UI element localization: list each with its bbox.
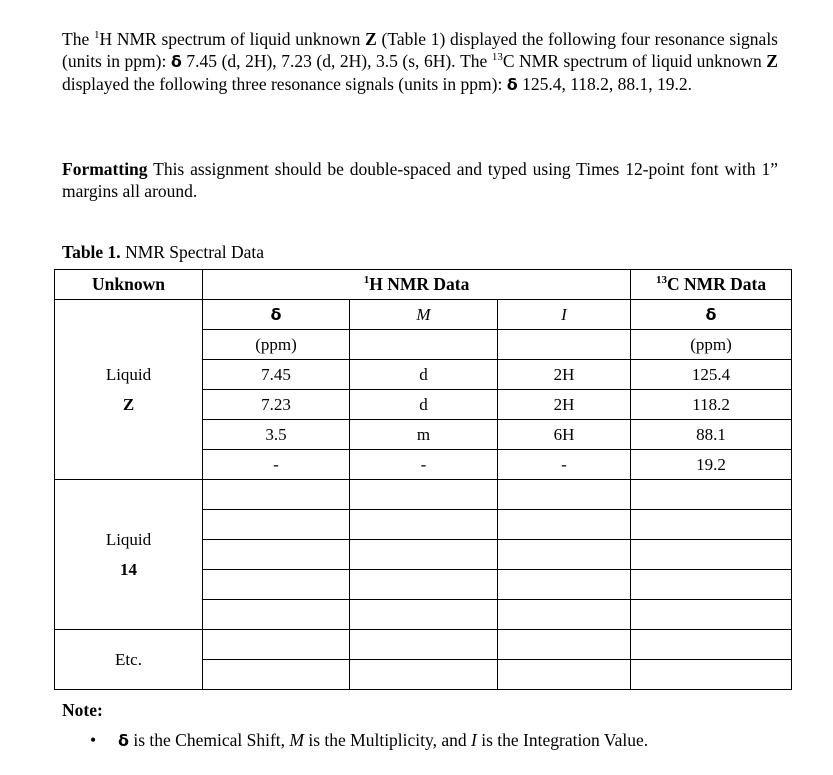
table-row (55, 300, 792, 330)
liquid-z-cell: Liquid Z (55, 300, 203, 480)
table-row (55, 630, 792, 660)
delta-symbol: δ (270, 304, 282, 324)
sub-integration: I (498, 300, 631, 330)
table-row: 7.45 d 2H 125.4 (55, 360, 792, 390)
table-caption: Table 1. NMR Spectral Data (62, 242, 265, 262)
table-row: - - - 19.2 (55, 450, 792, 480)
note-label: Note: (62, 700, 103, 720)
table-row: 3.5 m 6H 88.1 (55, 420, 792, 450)
table-row: 7.23 d 2H 118.2 (55, 390, 792, 420)
unit-ppm: (ppm) (631, 330, 792, 360)
sub-multiplicity: M (350, 300, 498, 330)
header-h-nmr: $^1$H NMR Data (203, 270, 631, 300)
table-header-row (55, 270, 792, 300)
header-c-nmr: $^{13}$C NMR Data (631, 270, 792, 300)
liquid-14-cell: Liquid 14 (55, 480, 203, 630)
etc-cell: Etc. (55, 630, 203, 690)
unknown-z: Z (365, 29, 377, 49)
delta-symbol: δ (705, 304, 717, 324)
intro-paragraph: The $^1$H NMR spectrum of liquid unknown Z (Table 1) displayed the following four resonance signals (units in ppm): δ 7.45 (d, 2H), 7.23 (d, 2H), 3.5 (s, 6H). The $^{13}$C NMR spectrum of liquid unknown Z displayed the following three resonance signals (units in ppm): δ 125.4, 118.2, 88.1, 19.2. (62, 29, 778, 94)
formatting-paragraph: Formatting This assignment should be double-spaced and typed using Times 12-point font with 1” margins all around. (62, 159, 778, 201)
nmr-table (54, 269, 792, 690)
table-row (55, 480, 792, 510)
formatting-label: Formatting (62, 159, 148, 179)
header-unknown: Unknown (55, 270, 203, 300)
bullet-icon: • (90, 730, 97, 750)
unit-ppm: (ppm) (203, 330, 350, 360)
